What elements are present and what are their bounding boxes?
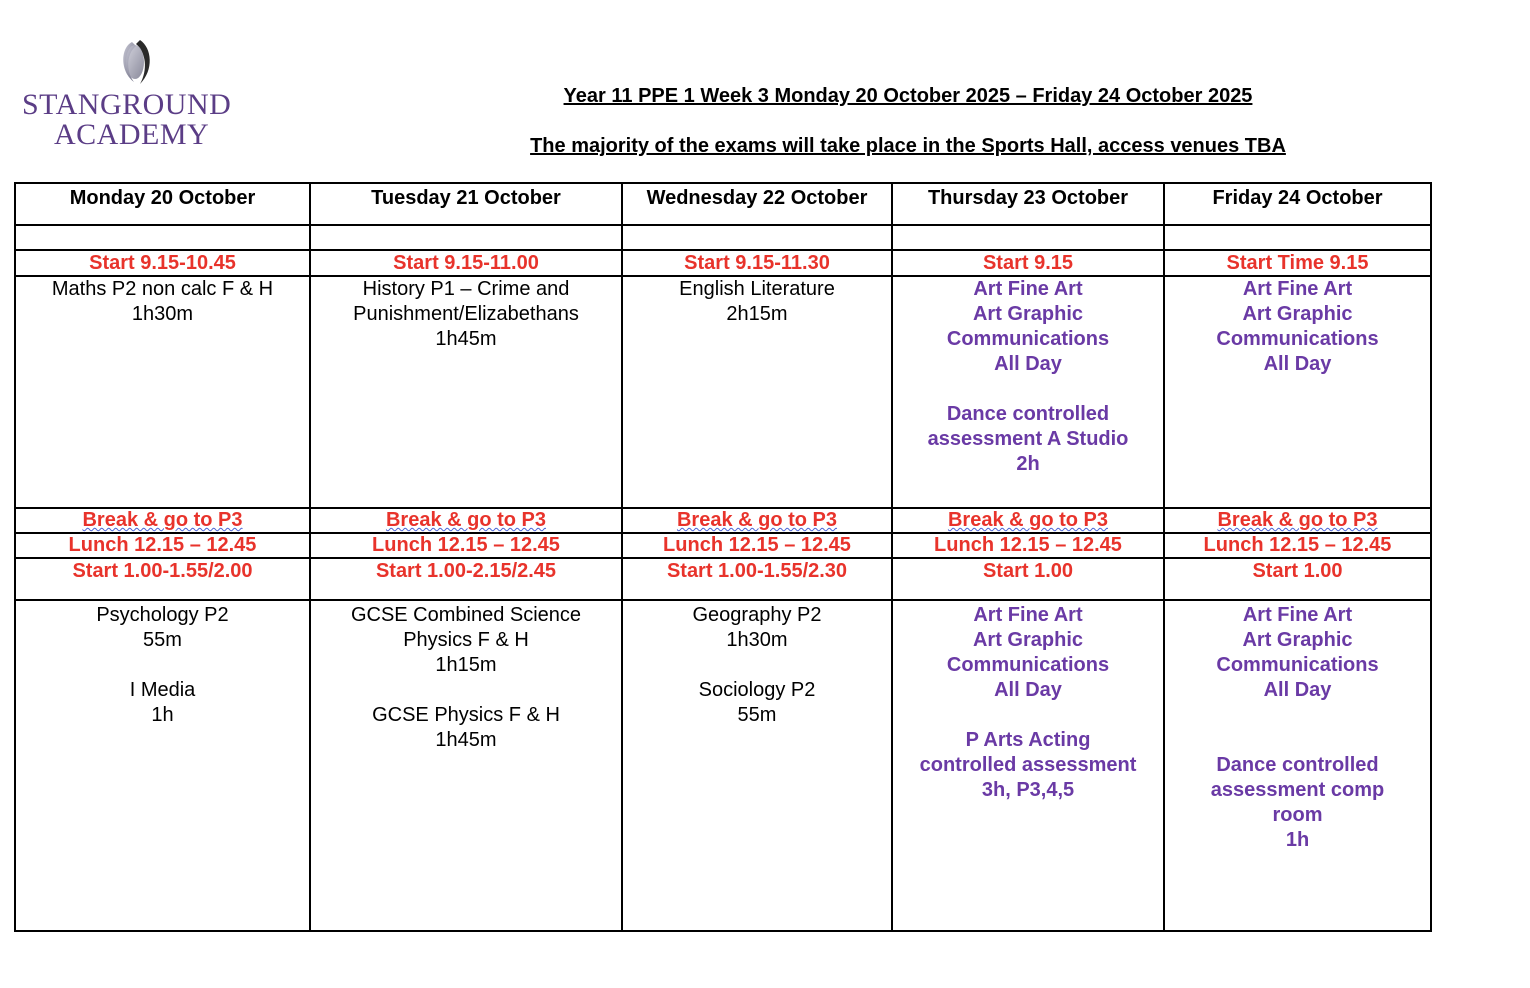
am-start-row	[15, 250, 1431, 276]
break-label: Break & go to P3	[1217, 509, 1378, 531]
break-row	[15, 508, 1431, 533]
pm-start-time: Start 1.00-1.55/2.00	[15, 558, 310, 600]
am-exam-row	[15, 276, 1431, 508]
empty-cell	[892, 225, 1164, 250]
swirl-crescent-logo-icon	[118, 38, 158, 88]
pm-exam-cell: Geography P2 1h30m Sociology P2 55m	[622, 600, 892, 931]
day-header: Monday 20 October	[15, 183, 310, 225]
pm-start-time: Start 1.00	[892, 558, 1164, 600]
pm-start-row	[15, 558, 1431, 600]
am-start-time: Start 9.15-11.30	[622, 250, 892, 276]
empty-cell	[622, 225, 892, 250]
break-label: Break & go to P3	[947, 509, 1109, 531]
am-start-time: Start Time 9.15	[1164, 250, 1431, 276]
am-start-time: Start 9.15	[892, 250, 1164, 276]
logo-text-line2: ACADEMY	[54, 118, 210, 151]
pm-exam-cell: Art Fine Art Art Graphic Communications All Day P Arts Acting controlled assessment 3h, P3,4,5	[892, 600, 1164, 931]
day-header: Wednesday 22 October	[622, 183, 892, 225]
break-label: Break & go to P3	[82, 509, 243, 531]
day-header: Thursday 23 October	[892, 183, 1164, 225]
lunch-time: Lunch 12.15 – 12.45	[15, 533, 310, 558]
lunch-time: Lunch 12.15 – 12.45	[310, 533, 622, 558]
pm-exam-cell: Psychology P2 55m I Media 1h	[15, 600, 310, 931]
day-header: Tuesday 21 October	[310, 183, 622, 225]
page-title: Year 11 PPE 1 Week 3 Monday 20 October 2025 – Friday 24 October 2025	[563, 85, 1253, 107]
pm-start-time: Start 1.00-2.15/2.45	[310, 558, 622, 600]
am-exam-cell: Art Fine Art Art Graphic Communications All Day Dance controlled assessment A Studio 2h	[892, 276, 1164, 508]
page-subtitle: The majority of the exams will take place in the Sports Hall, access venues TBA	[530, 135, 1286, 157]
lunch-row	[15, 533, 1431, 558]
lunch-time: Lunch 12.15 – 12.45	[892, 533, 1164, 558]
am-exam-cell: Maths P2 non calc F & H 1h30m	[15, 276, 310, 508]
am-exam-cell: Art Fine Art Art Graphic Communications All Day	[1164, 276, 1431, 508]
spacer-row	[15, 225, 1431, 250]
academy-logo	[20, 36, 240, 156]
pm-start-time: Start 1.00-1.55/2.30	[622, 558, 892, 600]
empty-cell	[1164, 225, 1431, 250]
day-header: Friday 24 October	[1164, 183, 1431, 225]
break-label: Break & go to P3	[676, 509, 838, 531]
pm-exam-cell: Art Fine Art Art Graphic Communications All Day Dance controlled assessment comp room 1h	[1164, 600, 1431, 931]
lunch-time: Lunch 12.15 – 12.45	[1164, 533, 1431, 558]
empty-cell	[310, 225, 622, 250]
exam-timetable	[14, 182, 1432, 932]
empty-cell	[15, 225, 310, 250]
pm-exam-row	[15, 600, 1431, 931]
am-start-time: Start 9.15-10.45	[15, 250, 310, 276]
am-start-time: Start 9.15-11.00	[310, 250, 622, 276]
pm-exam-cell: GCSE Combined Science Physics F & H 1h15m GCSE Physics F & H 1h45m	[310, 600, 622, 931]
am-exam-cell: History P1 – Crime and Punishment/Elizabethans 1h45m	[310, 276, 622, 508]
lunch-time: Lunch 12.15 – 12.45	[622, 533, 892, 558]
pm-start-time: Start 1.00	[1164, 558, 1431, 600]
break-label: Break & go to P3	[385, 509, 547, 531]
am-exam-cell: English Literature 2h15m	[622, 276, 892, 508]
day-header-row	[15, 183, 1431, 225]
logo-text-line1: STANGROUND	[22, 88, 232, 121]
